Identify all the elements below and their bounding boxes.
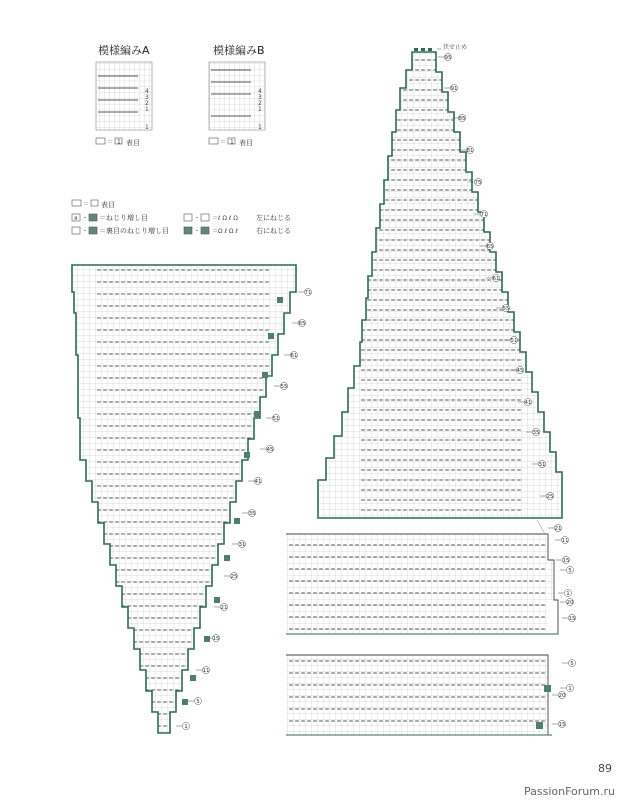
svg-text:ᴙ: ᴙ [74, 215, 78, 222]
svg-text:・: ・ [194, 228, 201, 235]
bottom2-round-number-2: 20 [558, 693, 566, 699]
bottom2-round-number-3: 15 [558, 722, 566, 728]
bottom2-round-number-0: 5 [570, 661, 574, 667]
left-round-number-7: 35 [248, 511, 256, 517]
right-round-number-5: 71 [480, 212, 488, 218]
left-round-number-3: 55 [280, 384, 288, 390]
right-round-number-3: 81 [466, 148, 474, 154]
right-round-number-8: 55 [502, 306, 510, 312]
chart-b-row-4: 4 [258, 88, 262, 95]
svg-text:・: ・ [82, 228, 89, 235]
bottom1-round-number-0: 11 [561, 538, 569, 544]
right-round-number-15: 21 [554, 526, 562, 532]
left-round-number-6: 41 [254, 479, 262, 485]
chart-a [96, 43, 152, 147]
legend-twist-inc: ＝ねじり増し目 [99, 214, 148, 222]
watermark: PassionForum.ru [524, 785, 615, 798]
svg-text:・: ・ [82, 215, 89, 222]
chart-a-row-2: 2 [145, 100, 149, 107]
left-round-number-2: 61 [290, 353, 298, 359]
chart-b-row-1: 1 [258, 106, 262, 113]
stitch-legend [72, 200, 291, 235]
chart-a-row-1: 1 [145, 106, 149, 113]
left-round-number-8: 31 [238, 542, 246, 548]
legend-left-twist: 左にねじる [256, 214, 291, 222]
svg-text:＝Ω ℓ Ω ℓ: ＝Ω ℓ Ω ℓ [212, 228, 238, 235]
right-round-number-10: 45 [516, 368, 524, 374]
svg-text:＝: ＝ [107, 139, 114, 146]
right-round-number-1: 91 [450, 86, 458, 92]
chart-b-row-2: 2 [258, 100, 262, 107]
svg-text:＝ℓ Ω ℓ Ω: ＝ℓ Ω ℓ Ω [212, 215, 238, 222]
svg-text:・: ・ [194, 215, 201, 222]
left-round-number-10: 21 [220, 605, 228, 611]
chart-a-stitch-1: 1 [145, 124, 149, 131]
bottom1-round-number-2: 1 [566, 591, 570, 597]
chart-a-knit-label: 表目 [126, 139, 140, 147]
left-round-number-14: 1 [184, 724, 188, 730]
left-round-number-11: 15 [212, 636, 220, 642]
chart-a-row-4: 4 [145, 88, 149, 95]
bind-off-label: 伏せ止め [443, 44, 468, 51]
svg-text:＝: ＝ [83, 201, 90, 208]
left-round-number-13: 5 [196, 699, 200, 705]
chart-right-triangle [310, 43, 570, 564]
chart-bottom-2 [286, 655, 576, 735]
right-round-number-7: 61 [492, 276, 500, 282]
svg-text:＝: ＝ [220, 139, 227, 146]
knit-symbol-box [96, 138, 105, 144]
chart-a-row-3: 3 [145, 94, 149, 101]
right-round-number-0: 95 [444, 55, 452, 61]
right-round-number-2: 85 [458, 116, 466, 122]
chart-b [209, 43, 265, 147]
right-round-number-11: 41 [524, 400, 532, 406]
right-round-number-14: 25 [546, 494, 554, 500]
right-round-number-12: 35 [532, 430, 540, 436]
right-round-number-9: 51 [510, 338, 518, 344]
bottom1-round-number-3: 20 [566, 600, 574, 606]
bottom2-round-number-1: 1 [568, 686, 572, 692]
chart-left-triangle [60, 260, 312, 740]
svg-text:1: 1 [230, 138, 234, 146]
chart-b-row-3: 3 [258, 94, 262, 101]
left-round-number-0: 71 [304, 290, 312, 296]
chart-b-knit-label: 表目 [239, 139, 253, 147]
legend-knit: 表目 [101, 201, 115, 209]
left-round-number-1: 65 [298, 321, 306, 327]
chart-a-title: 模様編みA [98, 44, 150, 57]
legend-right-twist: 右にねじる [256, 227, 291, 235]
right-round-number-4: 75 [474, 180, 482, 186]
chart-b-stitch-1: 1 [258, 124, 262, 131]
left-round-number-9: 25 [230, 574, 238, 580]
chart-b-title: 模様編みB [213, 44, 265, 57]
right-round-number-6: 65 [486, 244, 494, 250]
svg-text:1: 1 [117, 138, 121, 146]
left-round-number-12: 11 [202, 668, 210, 674]
legend-purl-twist-inc: ＝裏目のねじり増し目 [99, 227, 169, 235]
right-round-number-16: 15 [562, 558, 570, 564]
bottom1-round-number-1: 5 [568, 568, 572, 574]
chart-bottom-1 [286, 520, 576, 634]
left-round-number-4: 51 [272, 416, 280, 422]
left-round-number-5: 45 [266, 447, 274, 453]
bottom1-round-number-4: 15 [568, 616, 576, 622]
right-round-number-13: 31 [538, 462, 546, 468]
page-number: 89 [598, 762, 612, 775]
